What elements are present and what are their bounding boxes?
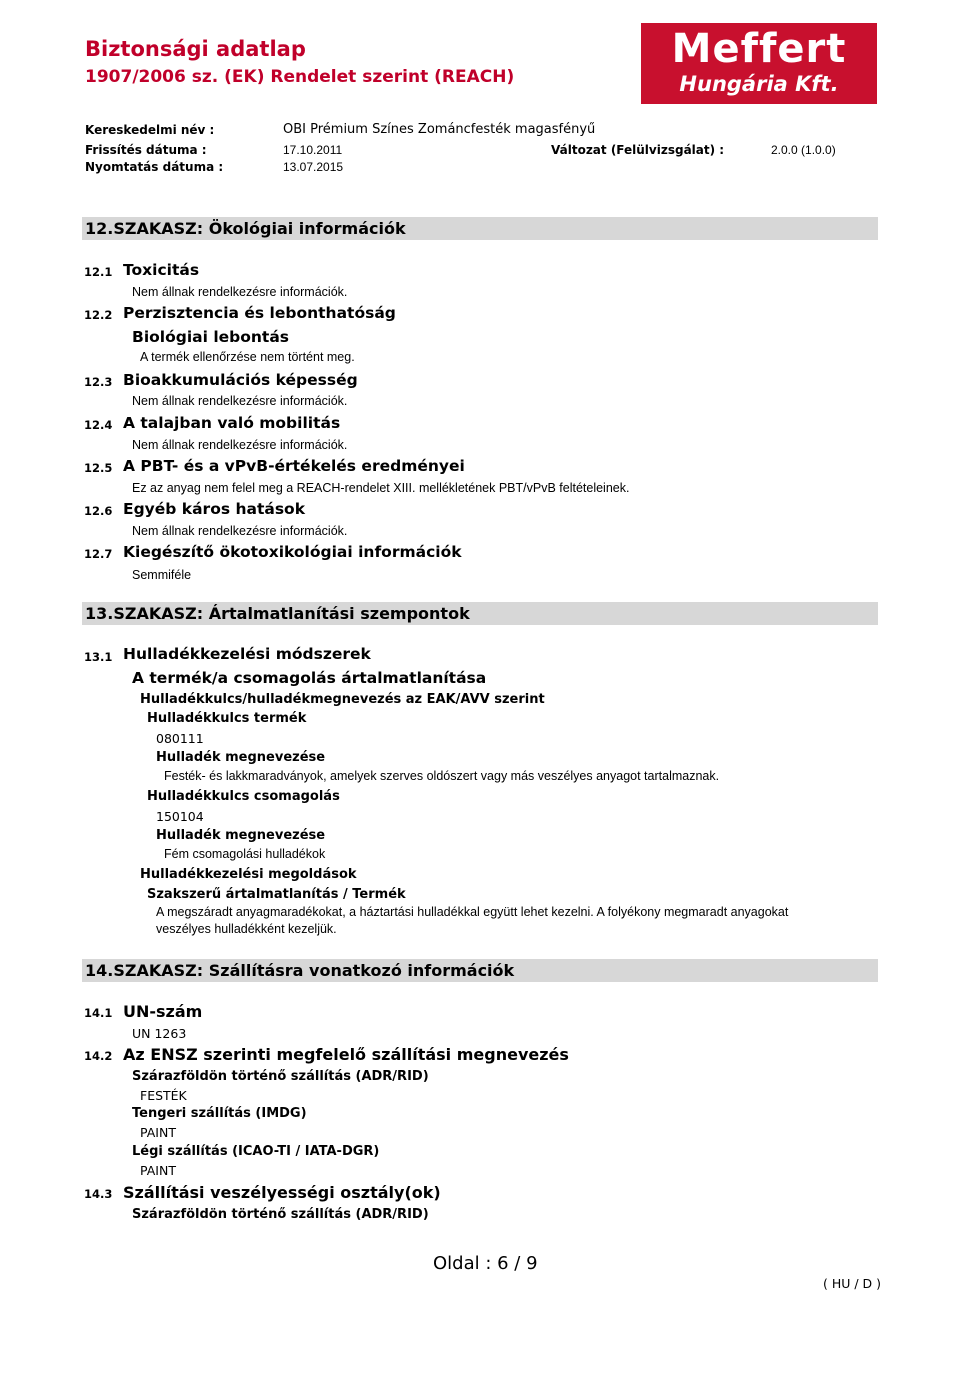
subsection-title: Szállítási veszélyességi osztály(ok) bbox=[123, 1183, 441, 1202]
un-number-value: UN 1263 bbox=[132, 1026, 187, 1041]
section-14-heading-bar bbox=[82, 959, 878, 982]
sea-transport-value: PAINT bbox=[140, 1125, 176, 1140]
proper-disposal-label: Szakszerű ártalmatlanítás / Termék bbox=[147, 887, 406, 902]
section-13-heading-bar bbox=[82, 602, 878, 625]
section-12-heading-bar bbox=[82, 217, 878, 240]
document-title: Biztonsági adatlap bbox=[85, 37, 306, 61]
subsection-text: Ez az anyag nem felel meg a REACH-rendelet XIII. mellékletének PBT/vPvB feltételeinek. bbox=[132, 481, 630, 495]
subsection-title: Az ENSZ szerinti megfelelő szállítási megnevezés bbox=[123, 1045, 569, 1064]
subsection-title: UN-szám bbox=[123, 1002, 203, 1021]
logo-line1: Meffert bbox=[671, 26, 847, 72]
subsection-title: A PBT- és a vPvB-értékelés eredményei bbox=[123, 457, 465, 475]
subsection-number: 12.3 bbox=[84, 375, 113, 389]
language-code: ( HU / D ) bbox=[823, 1276, 882, 1291]
subsection-number: 12.1 bbox=[84, 265, 113, 279]
subsection-subtitle: Biológiai lebontás bbox=[132, 328, 290, 346]
subsection-text: Nem állnak rendelkezésre információk. bbox=[132, 394, 348, 408]
subsection-title: Hulladékkezelési módszerek bbox=[123, 645, 371, 663]
version-value: 2.0.0 (1.0.0) bbox=[771, 143, 836, 157]
packaging-key-label: Hulladékkulcs csomagolás bbox=[147, 789, 340, 804]
land-transport-value: FESTÉK bbox=[140, 1088, 187, 1103]
subsection-number: 12.6 bbox=[84, 504, 113, 518]
trade-name-label: Kereskedelmi név : bbox=[85, 123, 215, 137]
subsection-number: 12.4 bbox=[84, 418, 113, 432]
print-date-label: Nyomtatás dátuma : bbox=[85, 160, 224, 174]
air-transport-label: Légi szállítás (ICAO-TI / IATA-DGR) bbox=[132, 1144, 380, 1159]
ewc-heading: Hulladékkulcs/hulladékmegnevezés az EAK/AVV szerint bbox=[140, 692, 545, 707]
packaging-key-value: 150104 bbox=[156, 809, 204, 824]
document-subtitle: 1907/2006 sz. (EK) Rendelet szerint (REACH) bbox=[85, 67, 515, 87]
subsection-number: 14.2 bbox=[84, 1049, 113, 1063]
product-name-value: Festék- és lakkmaradványok, amelyek szerves oldószert vagy más veszélyes anyagot tartalmaznak. bbox=[164, 769, 720, 783]
product-key-value: 080111 bbox=[156, 731, 204, 746]
revision-date-value: 17.10.2011 bbox=[283, 143, 343, 157]
proper-disposal-text-line2: veszélyes hulladékként kezeljük. bbox=[156, 922, 337, 936]
subsection-text: Nem állnak rendelkezésre információk. bbox=[132, 285, 348, 299]
trade-name-value: OBI Prémium Színes Zománcfesték magasfényű bbox=[283, 122, 596, 137]
land-transport-label: Szárazföldön történő szállítás (ADR/RID) bbox=[132, 1069, 429, 1084]
subsection-number: 12.7 bbox=[84, 547, 113, 561]
product-key-label: Hulladékkulcs termék bbox=[147, 711, 307, 726]
subsection-title: A talajban való mobilitás bbox=[123, 414, 341, 432]
subsection-title: Toxicitás bbox=[123, 261, 200, 279]
subsection-number: 12.2 bbox=[84, 308, 113, 322]
subsection-number: 14.1 bbox=[84, 1006, 113, 1020]
revision-date-label: Frissítés dátuma : bbox=[85, 143, 207, 157]
subsection-text: Semmiféle bbox=[132, 568, 192, 582]
section-14-heading: 14.SZAKASZ: Szállításra vonatkozó információk bbox=[85, 961, 515, 980]
section-12-heading: 12.SZAKASZ: Ökológiai információk bbox=[85, 219, 406, 238]
air-transport-value: PAINT bbox=[140, 1163, 176, 1178]
company-logo bbox=[641, 23, 877, 104]
subsection-text: Nem állnak rendelkezésre információk. bbox=[132, 524, 348, 538]
version-label: Változat (Felülvizsgálat) : bbox=[551, 143, 725, 157]
subsection-title: Perzisztencia és lebonthatóság bbox=[123, 304, 396, 322]
subsection-number: 13.1 bbox=[84, 650, 113, 664]
product-name-label: Hulladék megnevezése bbox=[156, 750, 326, 765]
sea-transport-label: Tengeri szállítás (IMDG) bbox=[132, 1106, 307, 1121]
print-date-value: 13.07.2015 bbox=[283, 160, 344, 174]
packaging-name-value: Fém csomagolási hulladékok bbox=[164, 847, 326, 861]
proper-disposal-text-line1: A megszáradt anyagmaradékokat, a háztartási hulladékkal együtt lehet kezelni. A folyékony megmaradt anyagokat bbox=[156, 905, 789, 919]
section-13-heading: 13.SZAKASZ: Ártalmatlanítási szempontok bbox=[85, 604, 470, 623]
subsection-subtitle: A termék/a csomagolás ártalmatlanítása bbox=[132, 669, 487, 687]
subsection-title: Egyéb káros hatások bbox=[123, 500, 306, 518]
subsection-title: Kiegészítő ökotoxikológiai információk bbox=[123, 543, 462, 561]
subsection-text: Nem állnak rendelkezésre információk. bbox=[132, 438, 348, 452]
logo-line2: Hungária Kft. bbox=[679, 72, 839, 96]
packaging-name-label: Hulladék megnevezése bbox=[156, 828, 326, 843]
land-transport-label: Szárazföldön történő szállítás (ADR/RID) bbox=[132, 1207, 429, 1222]
subsection-text: A termék ellenőrzése nem történt meg. bbox=[140, 350, 355, 364]
subsection-number: 14.3 bbox=[84, 1187, 113, 1201]
subsection-title: Bioakkumulációs képesség bbox=[123, 371, 358, 389]
subsection-number: 12.5 bbox=[84, 461, 113, 475]
page-number: Oldal : 6 / 9 bbox=[433, 1253, 538, 1274]
solutions-label: Hulladékkezelési megoldások bbox=[140, 867, 357, 882]
